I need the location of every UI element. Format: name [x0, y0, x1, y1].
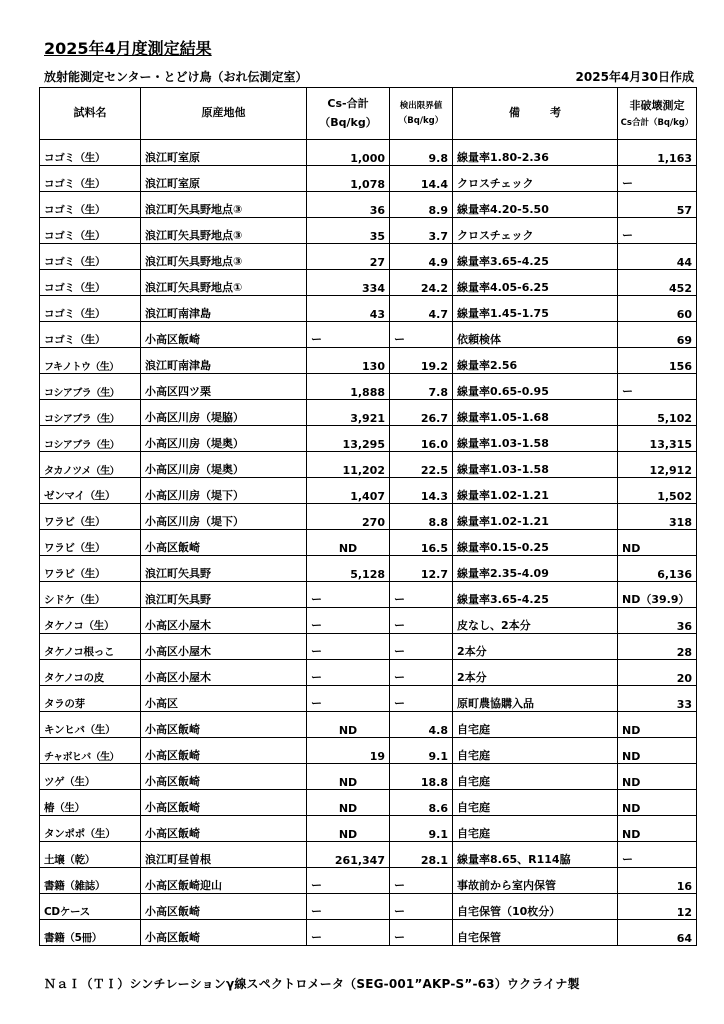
nondestructive-cell: 33: [618, 686, 697, 712]
header-origin: 原産地他: [141, 88, 307, 140]
nondestructive-cell: 12: [618, 894, 697, 920]
nondestructive-cell: ND: [618, 790, 697, 816]
origin-cell: 小高区: [141, 686, 307, 712]
header-nd-line1: 非破壊測定: [629, 98, 685, 112]
nondestructive-cell: 44: [618, 244, 697, 270]
detection-limit-cell: 9.8: [390, 140, 453, 166]
nondestructive-cell: 156: [618, 348, 697, 374]
nondestructive-cell: 20: [618, 660, 697, 686]
cs-total-cell: 1,407: [307, 478, 390, 504]
cs-total-cell: ー: [307, 322, 390, 348]
remarks-cell: 線量率8.65、R114脇: [453, 842, 618, 868]
cs-total-cell: 43: [307, 296, 390, 322]
detection-limit-cell: 12.7: [390, 556, 453, 582]
table-row: [40, 764, 697, 790]
detection-limit-cell: ー: [390, 868, 453, 894]
cs-total-cell: 1,888: [307, 374, 390, 400]
origin-cell: 浪江町室原: [141, 166, 307, 192]
header-nd-line2: Cs合計（Bq/kg）: [620, 117, 694, 128]
remarks-cell: 原町農協購入品: [453, 686, 618, 712]
origin-cell: 浪江町矢具野地点③: [141, 192, 307, 218]
detection-limit-cell: ー: [390, 634, 453, 660]
origin-cell: 小高区川房（堤下）: [141, 504, 307, 530]
detection-limit-cell: 24.2: [390, 270, 453, 296]
remarks-cell: 線量率4.05-6.25: [453, 270, 618, 296]
sample-cell: CDケース: [40, 894, 141, 920]
cs-total-cell: 270: [307, 504, 390, 530]
origin-cell: 小高区飯崎迎山: [141, 868, 307, 894]
remarks-cell: 線量率1.05-1.68: [453, 400, 618, 426]
detection-limit-cell: ー: [390, 686, 453, 712]
detection-limit-cell: 19.2: [390, 348, 453, 374]
remarks-cell: 自宅庭: [453, 816, 618, 842]
remarks-cell: 自宅庭: [453, 764, 618, 790]
sample-cell: タンポポ（生）: [40, 816, 141, 842]
cs-total-cell: 11,202: [307, 452, 390, 478]
detection-limit-cell: 9.1: [390, 738, 453, 764]
sample-cell: タケノコ根っこ: [40, 634, 141, 660]
remarks-cell: 線量率1.02-1.21: [453, 504, 618, 530]
sample-cell: ワラビ（生）: [40, 504, 141, 530]
origin-cell: 小高区川房（堤奥）: [141, 452, 307, 478]
nondestructive-cell: 318: [618, 504, 697, 530]
cs-total-cell: ー: [307, 868, 390, 894]
table-row: [40, 634, 697, 660]
origin-cell: 浪江町南津島: [141, 348, 307, 374]
sample-cell: タケノコ（生）: [40, 608, 141, 634]
organization-subtitle: 放射能測定センター・とどけ鳥（おれ伝測定室）: [44, 70, 308, 84]
table-row: [40, 920, 697, 946]
detection-limit-cell: 9.1: [390, 816, 453, 842]
header-cs-line1: Cs-合計: [327, 96, 369, 110]
nondestructive-cell: ー: [618, 218, 697, 244]
cs-total-cell: ー: [307, 582, 390, 608]
detection-limit-cell: 14.3: [390, 478, 453, 504]
cs-total-cell: ND: [307, 530, 390, 556]
sample-cell: 書籍（雑誌）: [40, 868, 141, 894]
detection-limit-cell: 14.4: [390, 166, 453, 192]
sample-cell: タカノツメ（生）: [40, 452, 141, 478]
sample-cell: シドケ（生）: [40, 582, 141, 608]
table-row: [40, 140, 697, 166]
origin-cell: 小高区小屋木: [141, 634, 307, 660]
detection-limit-cell: 7.8: [390, 374, 453, 400]
nondestructive-cell: 1,502: [618, 478, 697, 504]
detection-limit-cell: 16.0: [390, 426, 453, 452]
nondestructive-cell: ND: [618, 816, 697, 842]
cs-total-cell: ND: [307, 712, 390, 738]
remarks-cell: 自宅庭: [453, 712, 618, 738]
remarks-cell: 線量率3.65-4.25: [453, 582, 618, 608]
nondestructive-cell: ND（39.9）: [618, 582, 697, 608]
remarks-cell: 線量率1.80-2.36: [453, 140, 618, 166]
header-cs-total: [307, 88, 390, 140]
table-row: [40, 582, 697, 608]
table-row: [40, 244, 697, 270]
cs-total-cell: ー: [307, 894, 390, 920]
cs-total-cell: ND: [307, 764, 390, 790]
header-remarks: [453, 88, 618, 140]
origin-cell: 小高区小屋木: [141, 660, 307, 686]
sample-cell: コシアブラ（生）: [40, 426, 141, 452]
table-row: [40, 478, 697, 504]
header-limit-line2: （Bq/kg）: [398, 115, 444, 126]
detection-limit-cell: 8.8: [390, 504, 453, 530]
sample-cell: コゴミ（生）: [40, 140, 141, 166]
remarks-cell: 線量率3.65-4.25: [453, 244, 618, 270]
instrument-footnote: ＮａＩ（ＴＩ）シンチレーションγ線スペクトロメータ（SEG-001”AKP-S”-63）ウクライナ製: [44, 977, 580, 991]
cs-total-cell: 5,128: [307, 556, 390, 582]
table-row: [40, 530, 697, 556]
detection-limit-cell: ー: [390, 608, 453, 634]
table-row: [40, 816, 697, 842]
cs-total-cell: ー: [307, 660, 390, 686]
nondestructive-cell: 36: [618, 608, 697, 634]
sample-cell: コゴミ（生）: [40, 244, 141, 270]
header-limit-line1: 検出限界値: [399, 101, 443, 112]
cs-total-cell: ー: [307, 634, 390, 660]
origin-cell: 浪江町昼曽根: [141, 842, 307, 868]
sample-cell: コゴミ（生）: [40, 270, 141, 296]
sample-cell: ゼンマイ（生）: [40, 478, 141, 504]
detection-limit-cell: 8.9: [390, 192, 453, 218]
sample-cell: 椿（生）: [40, 790, 141, 816]
remarks-cell: 自宅庭: [453, 790, 618, 816]
origin-cell: 小高区飯崎: [141, 764, 307, 790]
detection-limit-cell: 8.6: [390, 790, 453, 816]
remarks-cell: 2本分: [453, 660, 618, 686]
remarks-cell: 事故前から室内保管: [453, 868, 618, 894]
sample-cell: タラの芽: [40, 686, 141, 712]
sample-cell: フキノトウ（生）: [40, 348, 141, 374]
table-row: [40, 556, 697, 582]
remarks-cell: 自宅保管（10枚分）: [453, 894, 618, 920]
sample-cell: コゴミ（生）: [40, 166, 141, 192]
cs-total-cell: 130: [307, 348, 390, 374]
table-row: [40, 738, 697, 764]
header-nondestructive: [618, 88, 697, 140]
cs-total-cell: ND: [307, 790, 390, 816]
sample-cell: チャボヒバ（生）: [40, 738, 141, 764]
table-row: [40, 166, 697, 192]
detection-limit-cell: 4.8: [390, 712, 453, 738]
sample-cell: コゴミ（生）: [40, 218, 141, 244]
origin-cell: 小高区川房（堤下）: [141, 478, 307, 504]
nondestructive-cell: 16: [618, 868, 697, 894]
remarks-cell: 2本分: [453, 634, 618, 660]
sample-cell: 書籍（5冊）: [40, 920, 141, 946]
remarks-cell: 線量率1.03-1.58: [453, 452, 618, 478]
table-row: [40, 192, 697, 218]
nondestructive-cell: ー: [618, 374, 697, 400]
table-row: [40, 374, 697, 400]
cs-total-cell: 35: [307, 218, 390, 244]
cs-total-cell: 334: [307, 270, 390, 296]
cs-total-cell: 261,347: [307, 842, 390, 868]
nondestructive-cell: 6,136: [618, 556, 697, 582]
remarks-cell: 線量率2.35-4.09: [453, 556, 618, 582]
table-row: [40, 296, 697, 322]
sample-cell: コシアブラ（生）: [40, 374, 141, 400]
remarks-cell: 線量率0.15-0.25: [453, 530, 618, 556]
nondestructive-cell: 57: [618, 192, 697, 218]
sample-cell: タケノコの皮: [40, 660, 141, 686]
remarks-cell: 線量率1.45-1.75: [453, 296, 618, 322]
remarks-cell: 自宅庭: [453, 738, 618, 764]
nondestructive-cell: ND: [618, 764, 697, 790]
detection-limit-cell: 16.5: [390, 530, 453, 556]
nondestructive-cell: ー: [618, 842, 697, 868]
remarks-cell: 線量率4.20-5.50: [453, 192, 618, 218]
sample-cell: コゴミ（生）: [40, 322, 141, 348]
header-remarks-label: 備考: [509, 106, 591, 120]
table-row: [40, 868, 697, 894]
sample-cell: キンヒバ（生）: [40, 712, 141, 738]
sample-cell: コゴミ（生）: [40, 296, 141, 322]
origin-cell: 浪江町矢具野地点③: [141, 244, 307, 270]
origin-cell: 浪江町室原: [141, 140, 307, 166]
cs-total-cell: ー: [307, 686, 390, 712]
origin-cell: 小高区川房（堤奥）: [141, 426, 307, 452]
cs-total-cell: 27: [307, 244, 390, 270]
sample-cell: ツゲ（生）: [40, 764, 141, 790]
table-row: [40, 608, 697, 634]
detection-limit-cell: ー: [390, 894, 453, 920]
remarks-cell: 自宅保管: [453, 920, 618, 946]
header-cs-line2: （Bq/kg）: [319, 115, 377, 129]
origin-cell: 小高区飯崎: [141, 530, 307, 556]
remarks-cell: 線量率1.03-1.58: [453, 426, 618, 452]
table-row: [40, 790, 697, 816]
table-row: [40, 686, 697, 712]
origin-cell: 小高区飯崎: [141, 712, 307, 738]
table-header-row: [40, 88, 697, 140]
table-row: [40, 452, 697, 478]
table-row: [40, 218, 697, 244]
cs-total-cell: ー: [307, 608, 390, 634]
origin-cell: 小高区四ツ栗: [141, 374, 307, 400]
header-sample: 試料名: [40, 88, 141, 140]
created-date: 2025年4月30日作成: [575, 70, 694, 84]
remarks-cell: クロスチェック: [453, 218, 618, 244]
detection-limit-cell: ー: [390, 322, 453, 348]
nondestructive-cell: 69: [618, 322, 697, 348]
sample-cell: コゴミ（生）: [40, 192, 141, 218]
nondestructive-cell: 64: [618, 920, 697, 946]
detection-limit-cell: 28.1: [390, 842, 453, 868]
detection-limit-cell: 22.5: [390, 452, 453, 478]
table-row: [40, 894, 697, 920]
cs-total-cell: 13,295: [307, 426, 390, 452]
remarks-cell: 線量率2.56: [453, 348, 618, 374]
detection-limit-cell: 4.9: [390, 244, 453, 270]
nondestructive-cell: ND: [618, 530, 697, 556]
cs-total-cell: 3,921: [307, 400, 390, 426]
remarks-cell: 線量率1.02-1.21: [453, 478, 618, 504]
nondestructive-cell: 5,102: [618, 400, 697, 426]
table-row: [40, 400, 697, 426]
table-row: [40, 660, 697, 686]
origin-cell: 小高区飯崎: [141, 816, 307, 842]
table-row: [40, 712, 697, 738]
detection-limit-cell: ー: [390, 582, 453, 608]
cs-total-cell: 19: [307, 738, 390, 764]
table-row: [40, 322, 697, 348]
detection-limit-cell: 4.7: [390, 296, 453, 322]
sample-cell: コシアブラ（生）: [40, 400, 141, 426]
cs-total-cell: ND: [307, 816, 390, 842]
sample-cell: ワラビ（生）: [40, 530, 141, 556]
origin-cell: 小高区小屋木: [141, 608, 307, 634]
nondestructive-cell: 12,912: [618, 452, 697, 478]
origin-cell: 浪江町矢具野: [141, 556, 307, 582]
table-row: [40, 426, 697, 452]
remarks-cell: 依頼検体: [453, 322, 618, 348]
detection-limit-cell: 3.7: [390, 218, 453, 244]
table-row: [40, 504, 697, 530]
cs-total-cell: ー: [307, 920, 390, 946]
origin-cell: 小高区飯崎: [141, 920, 307, 946]
origin-cell: 小高区飯崎: [141, 738, 307, 764]
results-table: [39, 87, 697, 946]
origin-cell: 小高区飯崎: [141, 894, 307, 920]
nondestructive-cell: 452: [618, 270, 697, 296]
table-row: [40, 348, 697, 374]
origin-cell: 浪江町矢具野: [141, 582, 307, 608]
table-row: [40, 270, 697, 296]
detection-limit-cell: 26.7: [390, 400, 453, 426]
detection-limit-cell: 18.8: [390, 764, 453, 790]
origin-cell: 小高区飯崎: [141, 322, 307, 348]
nondestructive-cell: ND: [618, 738, 697, 764]
origin-cell: 小高区川房（堤脇）: [141, 400, 307, 426]
remarks-cell: クロスチェック: [453, 166, 618, 192]
detection-limit-cell: ー: [390, 920, 453, 946]
table-row: [40, 842, 697, 868]
cs-total-cell: 1,078: [307, 166, 390, 192]
sample-cell: 土壌（乾）: [40, 842, 141, 868]
nondestructive-cell: 60: [618, 296, 697, 322]
cs-total-cell: 1,000: [307, 140, 390, 166]
origin-cell: 浪江町矢具野地点③: [141, 218, 307, 244]
nondestructive-cell: 13,315: [618, 426, 697, 452]
nondestructive-cell: 1,163: [618, 140, 697, 166]
page-title: 2025年4月度測定結果: [44, 39, 212, 58]
header-detection-limit: [390, 88, 453, 140]
nondestructive-cell: ー: [618, 166, 697, 192]
origin-cell: 浪江町南津島: [141, 296, 307, 322]
remarks-cell: 皮なし、2本分: [453, 608, 618, 634]
sample-cell: ワラビ（生）: [40, 556, 141, 582]
detection-limit-cell: ー: [390, 660, 453, 686]
cs-total-cell: 36: [307, 192, 390, 218]
nondestructive-cell: 28: [618, 634, 697, 660]
nondestructive-cell: ND: [618, 712, 697, 738]
remarks-cell: 線量率0.65-0.95: [453, 374, 618, 400]
origin-cell: 小高区飯崎: [141, 790, 307, 816]
origin-cell: 浪江町矢具野地点①: [141, 270, 307, 296]
